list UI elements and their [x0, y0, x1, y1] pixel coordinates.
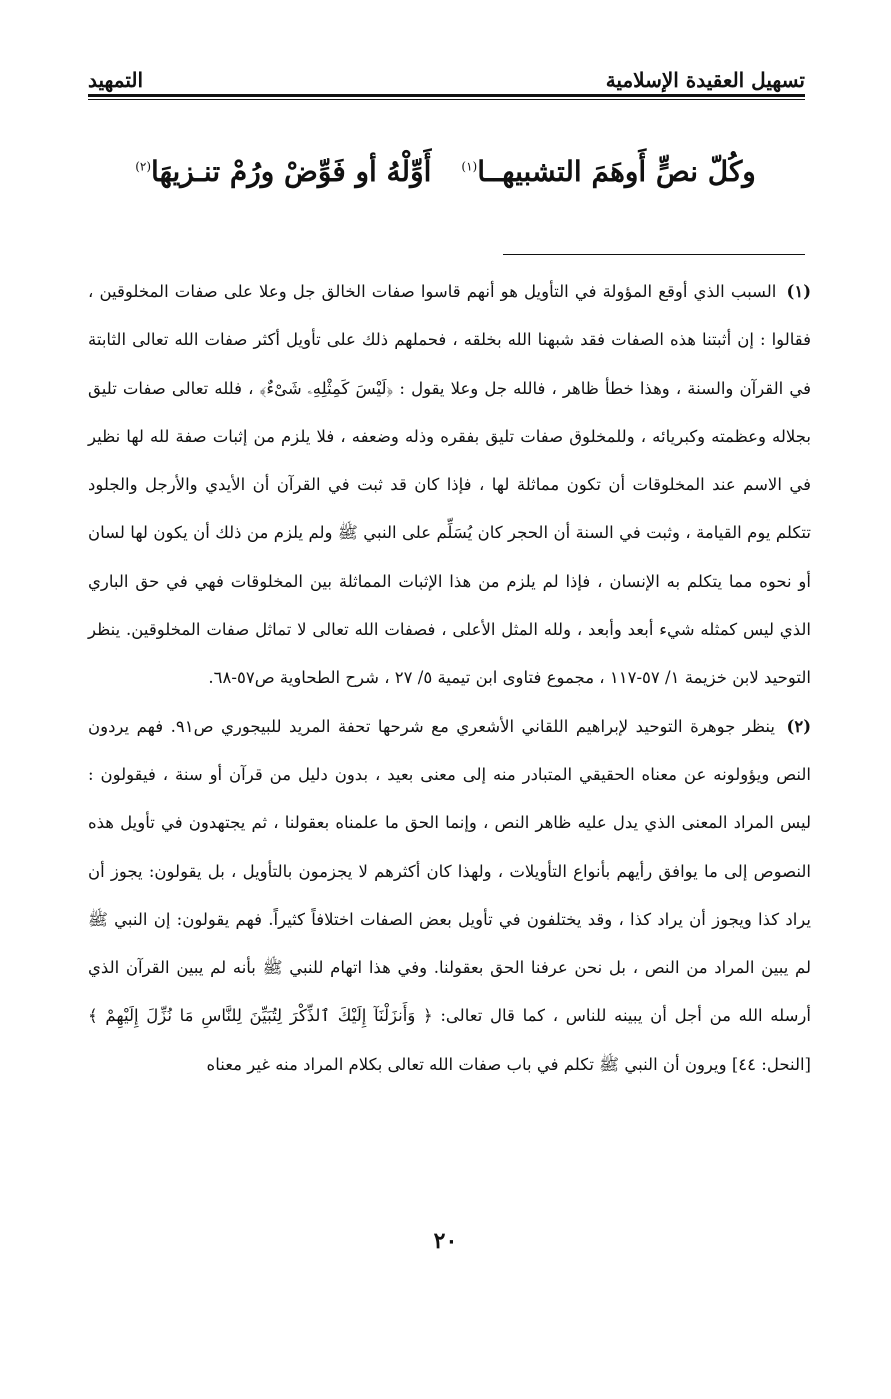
- verse-hemistich-right: وكُلّ نصٍّ أَوهَمَ التشبيهــا$^{(١)}$: [461, 155, 756, 188]
- header-rule: [88, 94, 805, 100]
- page-number: ٢٠: [433, 1228, 458, 1254]
- book-title: تسهيل العقيدة الإسلامية: [605, 68, 805, 92]
- footnote-text: ينظر جوهرة التوحيد لإبراهيم اللقاني الأشعري مع شرحها تحفة المريد للبيجوري ص٩١. فهم يردون النص ويؤولونه عن معناه الحقيقي المتبادر منه إلى معنى بعيد ، بدون دليل من قرآن أو سنة ، فيقولون : ليس المراد المعنى الذي يدل عليه ظاهر النص ، وإنما الحق ما علمناه بعقولنا ، ثم يجتهدون في تأويل هذه النصوص إلى ما يوافق رأيهم بأنواع التأويلات ، ولهذا كان أكثرهم لا يجزمون بالتأويل ، بل يقولون: يجوز أن يراد كذا ويجوز أن يراد كذا ، وقد يختلفون في تأويل بعض الصفات اختلافاً كثيراً. فهم يقولون: إن النبي ﷺ لم يبين المراد من النص ، بل نحن عرفنا الحق بعقولنا. وفي هذا اتهام للنبي ﷺ بأنه لم يبين القرآن الذي أرسله الله من أجل أن يبينه للناس ، كما قال تعالى: ﴿ وَأَنزَلْنَآ إِلَيْكَ ٱلذِّكْرَ لِتُبَيِّنَ لِلنَّاسِ مَا نُزِّلَ إِلَيْهِمْ ﴾ [النحل: ٤٤] ويرون أن النبي ﷺ تكلم في باب صفات الله تعالى بكلام المراد منه غير معناه: [88, 716, 811, 1074]
- footnote-number: (١): [786, 282, 811, 301]
- section-title: التمهيد: [88, 68, 143, 92]
- footnotes: [88, 268, 811, 1089]
- poem-verse: [120, 155, 771, 188]
- footnote-text: السبب الذي أوقع المؤولة في التأويل هو أنهم قاسوا صفات الخالق جل وعلا على صفات المخلوقين ، فقالوا : إن أثبتنا هذه الصفات فقد شبهنا الله بخلقه ، فحملهم ذلك على تأويل أكثر صفات الله تعالى الثابتة في القرآن والسنة ، وهذا خطأ ظاهر ، فالله جل وعلا يقول : ﴿لَيْسَ كَمِثْلِهِۦ شَىْءٌ﴾ ، فلله تعالى صفات تليق بجلاله وعظمته وكبريائه ، وللمخلوق صفات تليق بفقره وذله وضعفه ، فلا يلزم من إثبات صفة لله لها نظير في الاسم عند المخلوقات أن تكون مماثلة لها ، فإذا كان قد ثبت في القرآن أن الأيدي والأرجل والجلود تتكلم يوم القيامة ، وثبت في السنة أن الحجر كان يُسَلِّم على النبي ﷺ ولم يلزم من ذلك أن يكون لها لسان أو نحوه مما يتكلم به الإنسان ، فإذا لم يلزم من هذا الإثبات المماثلة بين المخلوقات فهي في حق الباري الذي ليس كمثله شيء أبعد وأبعد ، ولله المثل الأعلى ، فصفات الله تعالى لا تماثل صفات المخلوقين. ينظر التوحيد لابن خزيمة ١/ ٥٧-١١٧ ، مجموع فتاوى ابن تيمية ٥/ ٢٧ ، شرح الطحاوية ص٥٧-٦٨.: [88, 282, 811, 688]
- verse-hemistich-left: أَوِّلْهُ أو فَوِّضْ ورُمْ تنـزيهَا$^{(٢)}$: [135, 155, 432, 188]
- footnote-1: [88, 268, 811, 703]
- footnote-separator: [503, 254, 805, 255]
- footnote-2: [88, 703, 811, 1089]
- footnote-number: (٢): [786, 716, 811, 736]
- footnote-marker-2: (٢): [135, 159, 152, 174]
- running-header: [88, 52, 805, 92]
- footnote-marker-1: (١): [461, 159, 478, 174]
